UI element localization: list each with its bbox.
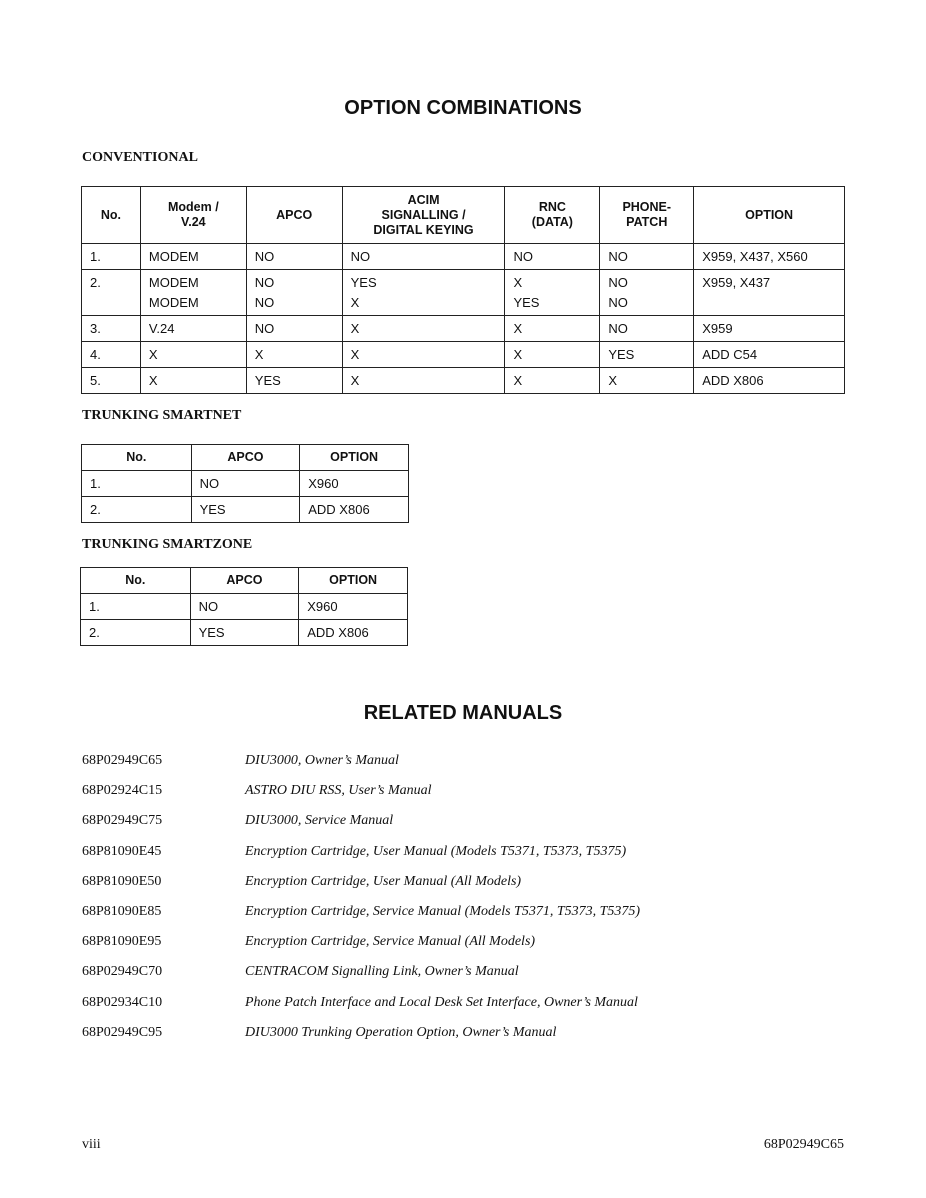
- related-manuals-title: RELATED MANUALS: [363, 702, 563, 724]
- list-item: [82, 874, 842, 894]
- table-cell: V.24: [140, 316, 246, 342]
- manual-code: 68P02949C75: [82, 813, 163, 829]
- table-cell: 1.: [81, 594, 191, 620]
- table-row: [82, 368, 845, 394]
- manual-title: Phone Patch Interface and Local Desk Set Interface, Owner’s Manual: [245, 994, 638, 1010]
- table-cell: NO: [191, 471, 300, 497]
- page-title: OPTION COMBINATIONS: [344, 97, 582, 119]
- manual-title: DIU3000 Trunking Operation Option, Owner’s Manual: [245, 1024, 557, 1040]
- table-cell: X: [505, 342, 600, 368]
- list-item: [82, 964, 842, 984]
- table-cell: YES X: [342, 270, 505, 316]
- table-cell: YES: [600, 342, 694, 368]
- manual-title: DIU3000, Service Manual: [245, 813, 394, 829]
- table-cell: X YES: [505, 270, 600, 316]
- table-row: [82, 342, 845, 368]
- table-cell: 5.: [82, 368, 141, 394]
- table-cell: NO: [246, 316, 342, 342]
- list-item: [82, 813, 842, 833]
- manual-code: 68P81090E85: [82, 904, 162, 919]
- column-header: OPTION: [299, 568, 408, 594]
- column-header: No.: [81, 568, 191, 594]
- table-cell: YES: [190, 620, 299, 646]
- column-header: APCO: [191, 445, 300, 471]
- table-cell: ADD X806: [694, 368, 845, 394]
- column-header: OPTION: [694, 187, 845, 244]
- table-cell: 1.: [82, 244, 141, 270]
- table-cell: NO: [505, 244, 600, 270]
- smartzone-heading: TRUNKING SMARTZONE: [82, 537, 253, 552]
- column-header: OPTION: [300, 445, 409, 471]
- table-cell: 1.: [82, 471, 192, 497]
- column-header: PHONE- PATCH: [600, 187, 694, 244]
- manual-code: 68P02949C70: [82, 964, 163, 980]
- table-cell: X: [505, 368, 600, 394]
- table-cell: ADD X806: [300, 497, 409, 523]
- smartnet-heading: TRUNKING SMARTNET: [82, 408, 242, 423]
- list-item: [82, 934, 842, 954]
- table-cell: NO: [246, 244, 342, 270]
- column-header: APCO: [190, 568, 299, 594]
- table-cell: NO: [342, 244, 505, 270]
- column-header: No.: [82, 445, 192, 471]
- column-header: No.: [82, 187, 141, 244]
- table-cell: X: [140, 368, 246, 394]
- table-cell: NO: [600, 244, 694, 270]
- table-cell: NO NO: [246, 270, 342, 316]
- table-cell: 4.: [82, 342, 141, 368]
- table-cell: X960: [299, 594, 408, 620]
- manual-title: ASTRO DIU RSS, User’s Manual: [245, 783, 432, 799]
- table-cell: X: [140, 342, 246, 368]
- table-row: [82, 244, 845, 270]
- table-row: [82, 471, 409, 497]
- table-cell: X960: [300, 471, 409, 497]
- table-cell: X: [342, 368, 505, 394]
- manual-title: DIU3000, Owner’s Manual: [245, 753, 399, 768]
- table-row: [81, 620, 408, 646]
- table-cell: ADD X806: [299, 620, 408, 646]
- doc-number: 68P02949C65: [763, 1137, 844, 1152]
- conventional-table: [81, 186, 845, 394]
- conventional-heading: CONVENTIONAL: [82, 150, 198, 165]
- column-header: ACIM SIGNALLING / DIGITAL KEYING: [342, 187, 505, 244]
- table-cell: X: [342, 342, 505, 368]
- column-header: APCO: [246, 187, 342, 244]
- table-cell: X959, X437: [694, 270, 845, 316]
- table-cell: YES: [191, 497, 300, 523]
- table-row: [82, 270, 845, 316]
- smartnet-table: [81, 444, 409, 523]
- table-cell: NO: [600, 316, 694, 342]
- table-cell: 3.: [82, 316, 141, 342]
- table-cell: NO NO: [600, 270, 694, 316]
- table-cell: X: [246, 342, 342, 368]
- smartzone-table: [80, 567, 408, 646]
- list-item: [82, 995, 842, 1015]
- manual-code: 68P02949C65: [82, 753, 163, 768]
- list-item: [82, 844, 842, 864]
- table-row: [82, 316, 845, 342]
- manual-title: Encryption Cartridge, User Manual (All Models): [245, 873, 522, 889]
- list-item: [82, 783, 842, 803]
- manual-code: 68P81090E50: [82, 873, 162, 889]
- manual-code: 68P02924C15: [82, 783, 163, 799]
- column-header: Modem / V.24: [140, 187, 246, 244]
- table-cell: ADD C54: [694, 342, 845, 368]
- table-cell: NO: [190, 594, 299, 620]
- manual-code: 68P81090E95: [82, 934, 162, 950]
- table-cell: X959, X437, X560: [694, 244, 845, 270]
- list-item: [82, 1025, 842, 1045]
- page-number: viii: [82, 1137, 101, 1152]
- table-cell: MODEM MODEM: [140, 270, 246, 316]
- list-item: [82, 753, 842, 773]
- table-cell: 2.: [82, 497, 192, 523]
- table-cell: X: [505, 316, 600, 342]
- manual-code: 68P81090E45: [82, 843, 162, 859]
- table-row: [81, 594, 408, 620]
- manual-title: Encryption Cartridge, User Manual (Models T5371, T5373, T5375): [245, 843, 627, 859]
- table-cell: X959: [694, 316, 845, 342]
- manual-code: 68P02934C10: [82, 994, 163, 1010]
- column-header: RNC (DATA): [505, 187, 600, 244]
- manual-title: CENTRACOM Signalling Link, Owner’s Manual: [245, 964, 519, 980]
- table-cell: 2.: [82, 270, 141, 316]
- list-item: [82, 904, 842, 924]
- table-row: [82, 497, 409, 523]
- table-cell: X: [342, 316, 505, 342]
- table-cell: YES: [246, 368, 342, 394]
- table-cell: 2.: [81, 620, 191, 646]
- manual-title: Encryption Cartridge, Service Manual (Models T5371, T5373, T5375): [245, 904, 641, 919]
- manual-title: Encryption Cartridge, Service Manual (All Models): [245, 934, 536, 950]
- table-cell: X: [600, 368, 694, 394]
- manual-code: 68P02949C95: [82, 1024, 163, 1040]
- table-cell: MODEM: [140, 244, 246, 270]
